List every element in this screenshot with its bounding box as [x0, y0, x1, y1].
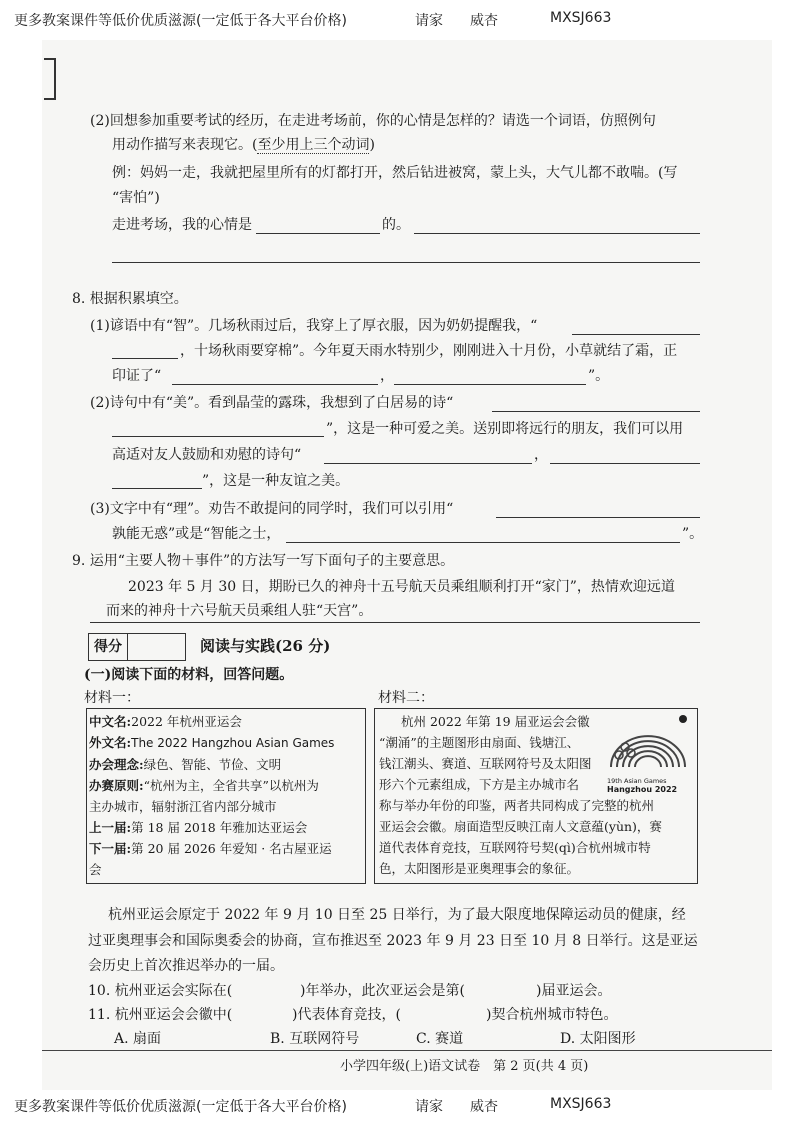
q8-1-line1: (1)谚语中有“智”。几场秋雨过后，我穿上了厚衣服，因为奶奶提醒我，“: [90, 318, 538, 334]
q8-1-blank-a[interactable]: [572, 334, 700, 335]
material2-box: [374, 708, 698, 884]
q10-part-b: )年举办，此次亚运会是第(: [300, 983, 465, 999]
material2-line: 形六个元素组成，下方是主办城市名: [379, 777, 580, 792]
emblem-city: Hangzhou 2022: [607, 785, 678, 794]
banner-contact: 请家: [415, 13, 443, 29]
q11-part-c: )契合杭州城市特色。: [486, 1007, 618, 1023]
material2-line: 亚运会会徽。扇面造型反映江南人文意蕴(yùn)，赛: [379, 819, 662, 834]
q8-2-blank-e[interactable]: [112, 488, 202, 489]
material2-label: 材料二：: [378, 690, 434, 706]
q7-2-blank-line2[interactable]: [112, 262, 700, 263]
material1-row: 办会理念:绿色、智能、节俭、文明: [89, 757, 282, 772]
q10-part-c: )届亚运会。: [536, 983, 612, 999]
q11-option-b: B. 互联网符号: [270, 1031, 360, 1047]
material2-line: 杭州 2022 年第 19 届亚运会会徽: [401, 714, 590, 729]
tide-fan-icon: [603, 723, 693, 779]
q7-2-example-1: 例：妈妈一走，我就把屋里所有的灯都打开，然后钻进被窝，蒙上头，大气儿都不敢喘。(写: [112, 165, 678, 181]
q7-2-answer-mid: 的。: [382, 217, 410, 233]
q8-1-line3c: ”。: [588, 368, 610, 384]
material2-line: 钱江潮头、赛道、互联网符号及太阳图: [379, 756, 592, 771]
q8-2-blank-c[interactable]: [324, 463, 532, 464]
material1-row: 主办城市，辐射浙江省内部分城市: [89, 799, 277, 814]
score-label: 得分: [89, 634, 128, 660]
top-banner: [0, 8, 794, 30]
q7-2-line2: 用动作描写来表现它。(至少用上三个动词): [112, 137, 375, 153]
q9-title: 9. 运用“主要人物＋事件”的方法写一写下面句子的主要意思。: [72, 553, 455, 569]
banner-code: MXSJ663: [550, 1096, 612, 1112]
material2-line: 色，太阳图形是亚奥理事会的象征。: [379, 861, 580, 876]
q7-2-blank-line1[interactable]: [414, 233, 700, 234]
q8-title: 8. 根据积累填空。: [72, 291, 188, 307]
bracket-mark: [44, 58, 56, 100]
emblem-caption: 19th Asian Games: [607, 777, 667, 785]
material1-row: 中文名:2022 年杭州亚运会: [89, 714, 242, 729]
q8-3-line2a: 孰能无惑”或是“智能之士，: [112, 526, 281, 542]
q10-part-a: 10. 杭州亚运会实际在(: [88, 983, 233, 999]
q8-1-line3a: 印证了“: [112, 368, 162, 384]
banner-contact-name: 威杏: [470, 13, 498, 29]
q8-2-blank-d[interactable]: [550, 463, 700, 464]
material1-list: [89, 711, 363, 880]
asian-games-emblem: [603, 715, 693, 795]
q8-1-blank-c[interactable]: [172, 384, 378, 385]
section-sub: (一)阅读下面的材料，回答问题。: [84, 667, 294, 683]
material1-box: [86, 708, 366, 884]
q8-2-line3b: ，: [534, 447, 548, 463]
material1-row: 会: [89, 862, 102, 877]
q8-3-line1: (3)文字中有“理”。劝告不敢提问的同学时，我们可以引用“: [90, 501, 454, 517]
material1-row: 下一届:第 20 届 2026 年爱知 · 名古屋亚运: [89, 841, 332, 856]
q8-3-line2b: ”。: [682, 526, 704, 542]
material1-label: 材料一：: [84, 690, 140, 706]
q8-2-line1: (2)诗句中有“美”。看到晶莹的露珠，我想到了白居易的诗“: [90, 395, 454, 411]
q11-option-a: A. 扇面: [114, 1031, 162, 1047]
material2-line: 称与举办年份的印鉴，两者共同构成了完整的杭州: [379, 798, 655, 813]
material2-line: 道代表体育竞技，互联网符号契(qì)合杭州城市特: [379, 840, 651, 855]
footer-rule: [42, 1050, 772, 1051]
score-box: [88, 633, 186, 661]
q8-1-blank-d[interactable]: [394, 384, 586, 385]
q7-2-line1: (2)回想参加重要考试的经历，在走进考场前，你的心情是怎样的？请选一个词语，仿照例句: [90, 113, 656, 129]
section-title: 阅读与实践(26 分): [200, 637, 331, 655]
banner-contact: 请家: [415, 1099, 443, 1115]
banner-text: 更多教案课件等低价优质滋源(一定低于各大平台价格): [14, 1099, 347, 1115]
q8-1-blank-b[interactable]: [112, 358, 178, 359]
material1-row: 上一届:第 18 届 2018 年雅加达亚运会: [89, 820, 308, 835]
q8-1-line3b: ，: [380, 368, 394, 384]
passage-line2: 过亚奥理事会和国际奥委会的协商，宣布推迟至 2023 年 9 月 23 日至 10 月 8 日举行。这是亚运: [88, 933, 698, 949]
q8-2-line4: ”，这是一种友谊之美。: [202, 473, 350, 489]
q8-2-blank-a[interactable]: [492, 411, 700, 412]
q11-part-b: )代表体育竞技，(: [292, 1007, 401, 1023]
q8-2-line2: ”，这是一种可爱之美。送别即将远行的朋友，我们可以用: [326, 421, 684, 437]
banner-code: MXSJ663: [550, 10, 612, 26]
q8-2-line3a: 高适对友人鼓励和劝慰的诗句“: [112, 447, 302, 463]
bottom-banner: [0, 1094, 794, 1116]
q9-line2: 而来的神舟十六号航天员乘组人驻“天宫”。: [106, 603, 373, 619]
q8-3-blank-a[interactable]: [496, 517, 700, 518]
q11-option-d: D. 太阳图形: [560, 1031, 636, 1047]
banner-contact-name: 威杏: [470, 1099, 498, 1115]
material2-line: “潮涌”的主题图形由扇面、钱塘江、: [379, 735, 580, 750]
q9-line1: 2023 年 5 月 30 日，期盼已久的神舟十五号航天员乘组顺利打开“家门”，热情欢迎远道: [128, 579, 675, 595]
q11-part-a: 11. 杭州亚运会会徽中(: [88, 1007, 233, 1023]
q7-2-answer-prefix: 走进考场，我的心情是: [112, 217, 252, 233]
passage-line1: 杭州亚运会原定于 2022 年 9 月 10 日至 25 日举行，为了最大限度地保障运动员的健康，经: [108, 907, 686, 923]
exam-page: [42, 40, 772, 1090]
q7-2-emphasis: 至少用上三个动词: [257, 137, 370, 153]
material1-row: 外文名:The 2022 Hangzhou Asian Games: [89, 735, 335, 750]
sun-icon: [679, 715, 687, 723]
banner-text: 更多教案课件等低价优质滋源(一定低于各大平台价格): [14, 13, 347, 29]
q11-option-c: C. 赛道: [416, 1031, 464, 1047]
q7-2-blank-mood[interactable]: [256, 233, 380, 234]
material1-row: 办赛原则:“杭州为主，全省共享”以杭州为: [89, 778, 319, 793]
q9-answer-line[interactable]: [90, 622, 700, 623]
q8-1-line2: ，十场秋雨要穿棉”。今年夏天雨水特别少，刚刚进入十月份，小草就结了霜，正: [180, 343, 678, 359]
q8-2-blank-b[interactable]: [112, 436, 324, 437]
q7-2-example-2: “害怕”): [112, 190, 160, 206]
q8-3-blank-b[interactable]: [286, 542, 680, 543]
passage-line3: 会历史上首次推迟举办的一届。: [88, 958, 284, 974]
page-footer: 小学四年级(上)语文试卷 第 2 页(共 4 页): [340, 1059, 589, 1074]
